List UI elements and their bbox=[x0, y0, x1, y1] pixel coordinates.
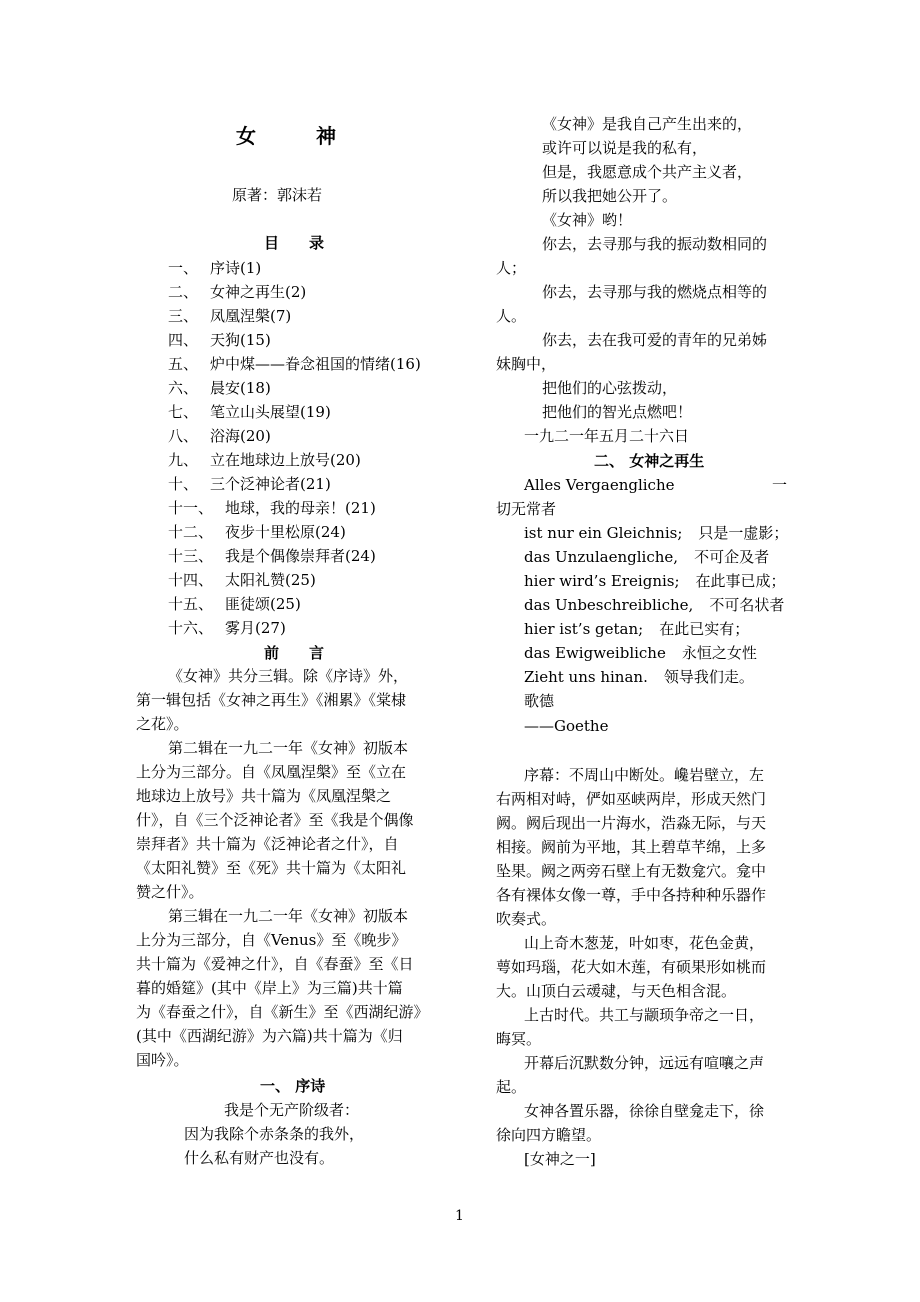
poem-line: 《女神》是我自己产生出来的， bbox=[542, 115, 753, 133]
prologue-line: 各有裸体女像一尊，手中各持种种乐器作 bbox=[496, 886, 767, 904]
poem-line: 把他们的智光点燃吧！ bbox=[542, 403, 693, 421]
preface-line: 国吟》。 bbox=[136, 1051, 189, 1069]
toc-item-number: 七、 bbox=[168, 403, 199, 421]
poem-line: 所以我把她公开了。 bbox=[542, 187, 678, 205]
poem-line: 什么私有财产也没有。 bbox=[184, 1149, 335, 1167]
toc-item-number: 二、 bbox=[168, 283, 199, 301]
toc-item-number: 十二、 bbox=[168, 523, 214, 541]
prologue-line: 起。 bbox=[496, 1078, 527, 1096]
toc-item-label: 序诗(1) bbox=[210, 259, 262, 277]
toc-heading-char: 目 bbox=[264, 234, 280, 252]
preface-line: 《女神》共分三辑。除《序诗》外， bbox=[168, 667, 409, 685]
toc-item-number: 十六、 bbox=[168, 619, 214, 637]
toc-item[interactable] bbox=[168, 378, 271, 398]
toc-item-label: 地球，我的母亲！(21) bbox=[225, 499, 376, 517]
toc-item[interactable] bbox=[168, 474, 331, 494]
toc-item-label: 匪徒颂(25) bbox=[225, 595, 301, 613]
toc-item-number: 四、 bbox=[168, 331, 199, 349]
preface-line: 赞之什》。 bbox=[136, 883, 204, 901]
preface-line: 之花》。 bbox=[136, 715, 189, 733]
toc-item-label: 三个泛神论者(21) bbox=[210, 475, 331, 493]
epigraph-author: 歌德 bbox=[524, 692, 555, 710]
preface-heading bbox=[264, 643, 324, 663]
epigraph-chinese: 永恒之女性 bbox=[681, 644, 757, 662]
toc-item-number: 一、 bbox=[168, 259, 199, 277]
toc-item[interactable] bbox=[168, 426, 271, 446]
toc-item-label: 我是个偶像崇拜者(24) bbox=[225, 547, 376, 565]
epigraph-line bbox=[524, 667, 754, 687]
preface-heading-char: 言 bbox=[309, 644, 325, 662]
toc-item-number: 六、 bbox=[168, 379, 199, 397]
poem-line: 你去，去寻那与我的燃烧点相等的 bbox=[542, 283, 768, 301]
toc-item[interactable] bbox=[168, 498, 376, 518]
prologue-line: 开幕后沉默数分钟，远远有喧嚷之声 bbox=[524, 1054, 765, 1072]
poem-line: 我是个无产阶级者： bbox=[224, 1101, 360, 1119]
preface-line: 什》，自《三个泛神论者》至《我是个偶像 bbox=[136, 811, 414, 829]
epigraph-german: hier ist’s getan; bbox=[524, 620, 644, 638]
epigraph-chinese: 不可企及者 bbox=[694, 548, 770, 566]
toc-item-label: 女神之再生(2) bbox=[210, 283, 307, 301]
toc-item-number: 五、 bbox=[168, 355, 199, 373]
preface-line: 为《春蚕之什》，自《新生》至《西湖纪游》 bbox=[136, 1003, 429, 1021]
epigraph-chinese: 只是一虚影； bbox=[698, 524, 789, 542]
toc-item-label: 凤凰涅槃(7) bbox=[210, 307, 292, 325]
preface-line: 上分为三部分。自《凤凰涅槃》至《立在 bbox=[136, 763, 407, 781]
epigraph-german: ist nur ein Gleichnis; bbox=[524, 524, 683, 542]
preface-line: 地球边上放号》共十篇为《凤凰涅槃之 bbox=[136, 787, 392, 805]
epigraph-line bbox=[524, 571, 786, 591]
preface-line: 第一辑包括《女神之再生》《湘累》《棠棣 bbox=[136, 691, 407, 709]
section-heading-rebirth: 二、 女神之再生 bbox=[594, 452, 705, 470]
toc-item[interactable] bbox=[168, 354, 421, 374]
prologue-line: 晦冥。 bbox=[496, 1030, 542, 1048]
preface-heading-char: 前 bbox=[264, 644, 280, 662]
epigraph-german: das Unbeschreibliche, bbox=[524, 596, 694, 614]
toc-heading-char: 录 bbox=[309, 234, 325, 252]
toc-heading bbox=[264, 233, 324, 253]
poem-line: 《女神》哟！ bbox=[542, 211, 633, 229]
preface-line: 第三辑在一九二一年《女神》初版本 bbox=[168, 907, 409, 925]
title-char: 女 bbox=[236, 124, 258, 148]
poem-line: 人； bbox=[496, 259, 527, 277]
toc-item[interactable] bbox=[168, 570, 316, 590]
epigraph-line bbox=[524, 619, 749, 639]
toc-item-label: 雾月(27) bbox=[225, 619, 286, 637]
prologue-line: 序幕：不周山中断处。巉岩壁立，左 bbox=[524, 766, 765, 784]
title-char: 神 bbox=[316, 124, 338, 148]
epigraph-chinese: 不可名状者 bbox=[709, 596, 785, 614]
toc-item-label: 晨安(18) bbox=[210, 379, 271, 397]
epigraph-chinese: 在此事已成； bbox=[695, 572, 786, 590]
page-number: 1 bbox=[455, 1208, 464, 1224]
epigraph-line bbox=[524, 547, 769, 567]
section-heading-prelude: 一、 序诗 bbox=[260, 1077, 326, 1095]
toc-item[interactable] bbox=[168, 522, 346, 542]
preface-line: 《太阳礼赞》至《死》共十篇为《太阳礼 bbox=[136, 859, 407, 877]
prologue-line: 大。山顶白云叆叇，与天色相含混。 bbox=[496, 982, 737, 1000]
poem-line: 把他们的心弦拨动， bbox=[542, 379, 678, 397]
toc-item[interactable] bbox=[168, 306, 291, 326]
poem-line: 人。 bbox=[496, 307, 527, 325]
toc-item-number: 十、 bbox=[168, 475, 199, 493]
prologue-line: 右两相对峙，俨如巫峡两岸，形成天然门 bbox=[496, 790, 767, 808]
poem-line: 你去，去在我可爱的青年的兄弟姊 bbox=[542, 331, 768, 349]
speaker-label: [女神之一] bbox=[524, 1150, 596, 1168]
epigraph-chinese: 在此已实有； bbox=[659, 620, 750, 638]
toc-item-label: 笔立山头展望(19) bbox=[210, 403, 331, 421]
epigraph-author-en: ——Goethe bbox=[524, 717, 609, 735]
prologue-line: 山上奇木葱茏，叶如枣，花色金黄， bbox=[524, 934, 765, 952]
prologue-line: 坠果。阙之两旁石壁上有无数龛穴。龛中 bbox=[496, 862, 767, 880]
toc-item[interactable] bbox=[168, 402, 331, 422]
document-title bbox=[236, 126, 338, 146]
preface-line: 上分为三部分，自《Venus》至《晚步》 bbox=[136, 931, 407, 949]
toc-item[interactable] bbox=[168, 258, 261, 278]
prologue-line: 萼如玛瑙，花大如木莲，有硕果形如桃而 bbox=[496, 958, 767, 976]
epigraph-line bbox=[524, 643, 757, 663]
prologue-line: 相接。阙前为平地，其上碧草芊绵，上多 bbox=[496, 838, 767, 856]
preface-line: 暮的婚筵》(其中《岸上》为三篇)共十篇 bbox=[136, 979, 403, 997]
preface-line: 共十篇为《爱神之什》，自《春蚕》至《日 bbox=[136, 955, 414, 973]
poem-date: 一九二一年五月二十六日 bbox=[524, 427, 690, 445]
epigraph-chinese: 领导我们走。 bbox=[663, 668, 754, 686]
epigraph-german: hier wird’s Ereignis; bbox=[524, 572, 680, 590]
toc-item-label: 立在地球边上放号(20) bbox=[210, 451, 361, 469]
prologue-line: 阙。阙后现出一片海水，浩淼无际，与天 bbox=[496, 814, 767, 832]
poem-line: 妹胸中， bbox=[496, 355, 557, 373]
toc-item-number: 八、 bbox=[168, 427, 199, 445]
epigraph-german: Zieht uns hinan. bbox=[524, 668, 648, 686]
toc-item-number: 十三、 bbox=[168, 547, 214, 565]
prologue-line: 女神各置乐器，徐徐自壁龛走下，徐 bbox=[524, 1102, 765, 1120]
toc-item[interactable] bbox=[168, 594, 301, 614]
prologue-line: 徐向四方瞻望。 bbox=[496, 1126, 602, 1144]
poem-line: 或许可以说是我的私有， bbox=[542, 139, 708, 157]
epigraph-german: das Ewigweibliche bbox=[524, 644, 666, 662]
toc-item-label: 浴海(20) bbox=[210, 427, 271, 445]
toc-item[interactable] bbox=[168, 618, 286, 638]
preface-line: 崇拜者》共十篇为《泛神论者之什》，自 bbox=[136, 835, 399, 853]
toc-item-number: 九、 bbox=[168, 451, 199, 469]
toc-item-number: 十五、 bbox=[168, 595, 214, 613]
author-line: 原著：郭沫若 bbox=[232, 186, 323, 204]
toc-item-label: 炉中煤——眷念祖国的情绪(16) bbox=[210, 355, 421, 373]
preface-line: (其中《西湖纪游》为六篇)共十篇为《归 bbox=[136, 1027, 403, 1045]
toc-item-number: 十一、 bbox=[168, 499, 214, 517]
preface-line: 第二辑在一九二一年《女神》初版本 bbox=[168, 739, 409, 757]
epigraph-line bbox=[524, 523, 788, 543]
toc-item[interactable] bbox=[168, 330, 271, 350]
toc-item-label: 夜步十里松原(24) bbox=[225, 523, 346, 541]
toc-item[interactable] bbox=[168, 282, 306, 302]
epigraph-chinese: 一 bbox=[772, 476, 788, 494]
toc-item[interactable] bbox=[168, 450, 361, 470]
toc-item-number: 十四、 bbox=[168, 571, 214, 589]
poem-line: 因为我除个赤条条的我外， bbox=[184, 1125, 365, 1143]
epigraph-german: das Unzulaengliche, bbox=[524, 548, 679, 566]
poem-line: 但是，我愿意成个共产主义者， bbox=[542, 163, 753, 181]
toc-item-number: 三、 bbox=[168, 307, 199, 325]
epigraph-german: Alles Vergaengliche bbox=[524, 476, 675, 494]
toc-item-label: 天狗(15) bbox=[210, 331, 271, 349]
epigraph-line bbox=[524, 595, 784, 615]
toc-item-label: 太阳礼赞(25) bbox=[225, 571, 316, 589]
prologue-line: 吹奏式。 bbox=[496, 910, 557, 928]
toc-item[interactable] bbox=[168, 546, 376, 566]
poem-line: 你去，去寻那与我的振动数相同的 bbox=[542, 235, 768, 253]
prologue-line: 上古时代。共工与颛顼争帝之一日， bbox=[524, 1006, 765, 1024]
epigraph-chinese: 切无常者 bbox=[496, 500, 557, 518]
